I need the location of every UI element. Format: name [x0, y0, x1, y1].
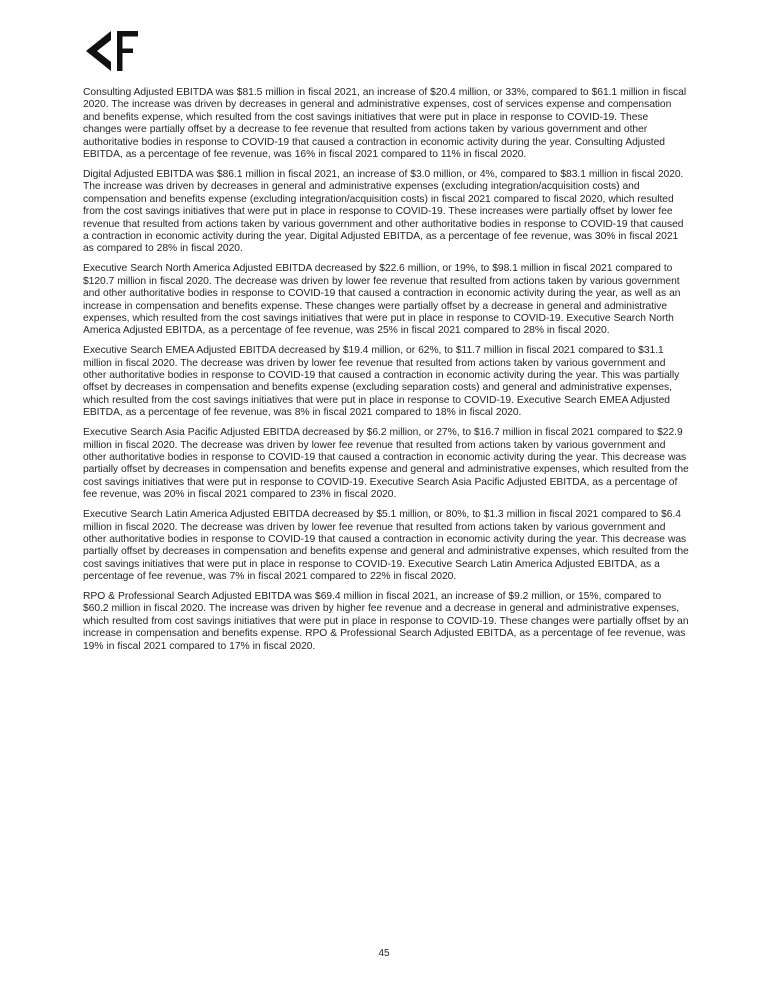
- paragraph-digital-ebitda: Digital Adjusted EBITDA was $86.1 million in fiscal 2021, an increase of $3.0 million, or 4%, compared to $83.1 million in fiscal 2020. The increase was driven by decreases in general and administrative expenses (excluding integration/acquisition costs) and compensation and benefits expense (excluding integration/acquisition costs) in fiscal 2021 compared to fiscal 2020, which resulted from the cost savings initiatives that were put in place in response to COVID-19. These increases were partially offset by lower fee revenue that resulted from actions taken by various government and other authoritative bodies in response to COVID-19 that caused a contraction in economic activity during the year. Digital Adjusted EBITDA, as a percentage of fee revenue, was 30% in fiscal 2021 as compared to 28% in fiscal 2020.: [83, 168, 684, 255]
- paragraph-consulting-ebitda: Consulting Adjusted EBITDA was $81.5 million in fiscal 2021, an increase of $20.4 million, or 33%, compared to $61.1 million in fiscal 2020. The increase was driven by decreases in general and administrative expenses, cost of services expense and compensation and benefits expense, which resulted from the cost savings initiatives that were put in place in response to COVID-19. These changes were partially offset by a decrease to fee revenue that resulted from actions taken by various government and other authoritative bodies in response to COVID-19 that caused a contraction in economic activity during the year. Consulting Adjusted EBITDA, as a percentage of fee revenue, was 16% in fiscal 2021 compared to 11% in fiscal 2020.: [83, 87, 687, 161]
- korn-ferry-logo-icon: [84, 30, 140, 72]
- paragraph-rpo-professional-search-ebitda: RPO & Professional Search Adjusted EBITDA was $69.4 million in fiscal 2021, an increase of $9.2 million, or 15%, compared to $60.2 million in fiscal 2020. The increase was driven by higher fee revenue and a decrease in general and administrative expenses, which resulted from cost savings initiatives that were put in place in response to COVID-19. These changes were partially offset by an increase in compensation and benefits expense. RPO & Professional Search Adjusted EBITDA, as a percentage of fee revenue, was 19% in fiscal 2021 compared to 17% in fiscal 2020.: [83, 591, 689, 652]
- paragraph-exec-search-latin-america-ebitda: Executive Search Latin America Adjusted EBITDA decreased by $5.1 million, or 80%, to $1.3 million in fiscal 2021 compared to $6.4 million in fiscal 2020. The decrease was driven by lower fee revenue that resulted from actions taken by various government and other authoritative bodies in response to COVID-19 that caused a contraction in economic activity during the year. This decrease was partially offset by decreases in compensation and benefits expense and general and administrative expenses, which resulted from the cost savings initiatives that were put in place in response to COVID-19. Executive Search Latin America Adjusted EBITDA, as a percentage of fee revenue, was 7% in fiscal 2021 compared to 22% in fiscal 2020.: [83, 509, 689, 583]
- body-text: [83, 87, 689, 661]
- paragraph-exec-search-emea-ebitda: Executive Search EMEA Adjusted EBITDA decreased by $19.4 million, or 62%, to $11.7 million in fiscal 2021 compared to $31.1 million in fiscal 2020. The decrease was driven by lower fee revenue that resulted from actions taken by various government and other authoritative bodies in response to COVID-19 that caused a contraction in economic activity during the year. This was partially offset by decreases in compensation and benefits expense (excluding separation costs) and general and administrative expenses, which resulted from the cost savings initiatives that were put in place in response to COVID-19. Executive Search EMEA Adjusted EBITDA, as a percentage of fee revenue, was 8% in fiscal 2021 compared to 18% in fiscal 2020.: [83, 345, 680, 419]
- paragraph-exec-search-asia-pacific-ebitda: Executive Search Asia Pacific Adjusted EBITDA decreased by $6.2 million, or 27%, to $16.7 million in fiscal 2021 compared to $22.9 million in fiscal 2020. The decrease was driven by lower fee revenue that resulted from actions taken by various government and other authoritative bodies in response to COVID-19 that caused a contraction in economic activity during the year. This decrease was partially offset by decreases in compensation and benefits expense and general and administrative expenses, which resulted from the cost savings initiatives that were put in response to COVID-19. Executive Search Asia Pacific Adjusted EBITDA, as a percentage of fee revenue, was 20% in fiscal 2021 compared to 23% in fiscal 2020.: [83, 427, 689, 501]
- kf-monogram-icon: [84, 30, 140, 72]
- paragraph-exec-search-north-america-ebitda: Executive Search North America Adjusted EBITDA decreased by $22.6 million, or 19%, to $98.1 million in fiscal 2021 compared to $120.7 million in fiscal 2020. The decrease was driven by lower fee revenue that resulted from actions taken by various government and other authoritative bodies in response to COVID-19 that caused a contraction in economic activity during the year, as well as an increase in compensation and benefits expense. These changes were partially offset by a decrease in general and administrative expenses, which resulted from the cost savings initiatives that were put in place in response to COVID-19. Executive Search North America Adjusted EBITDA, as a percentage of fee revenue, was 25% in fiscal 2021 compared to 28% in fiscal 2020.: [83, 263, 681, 337]
- page-number: 45: [378, 948, 390, 959]
